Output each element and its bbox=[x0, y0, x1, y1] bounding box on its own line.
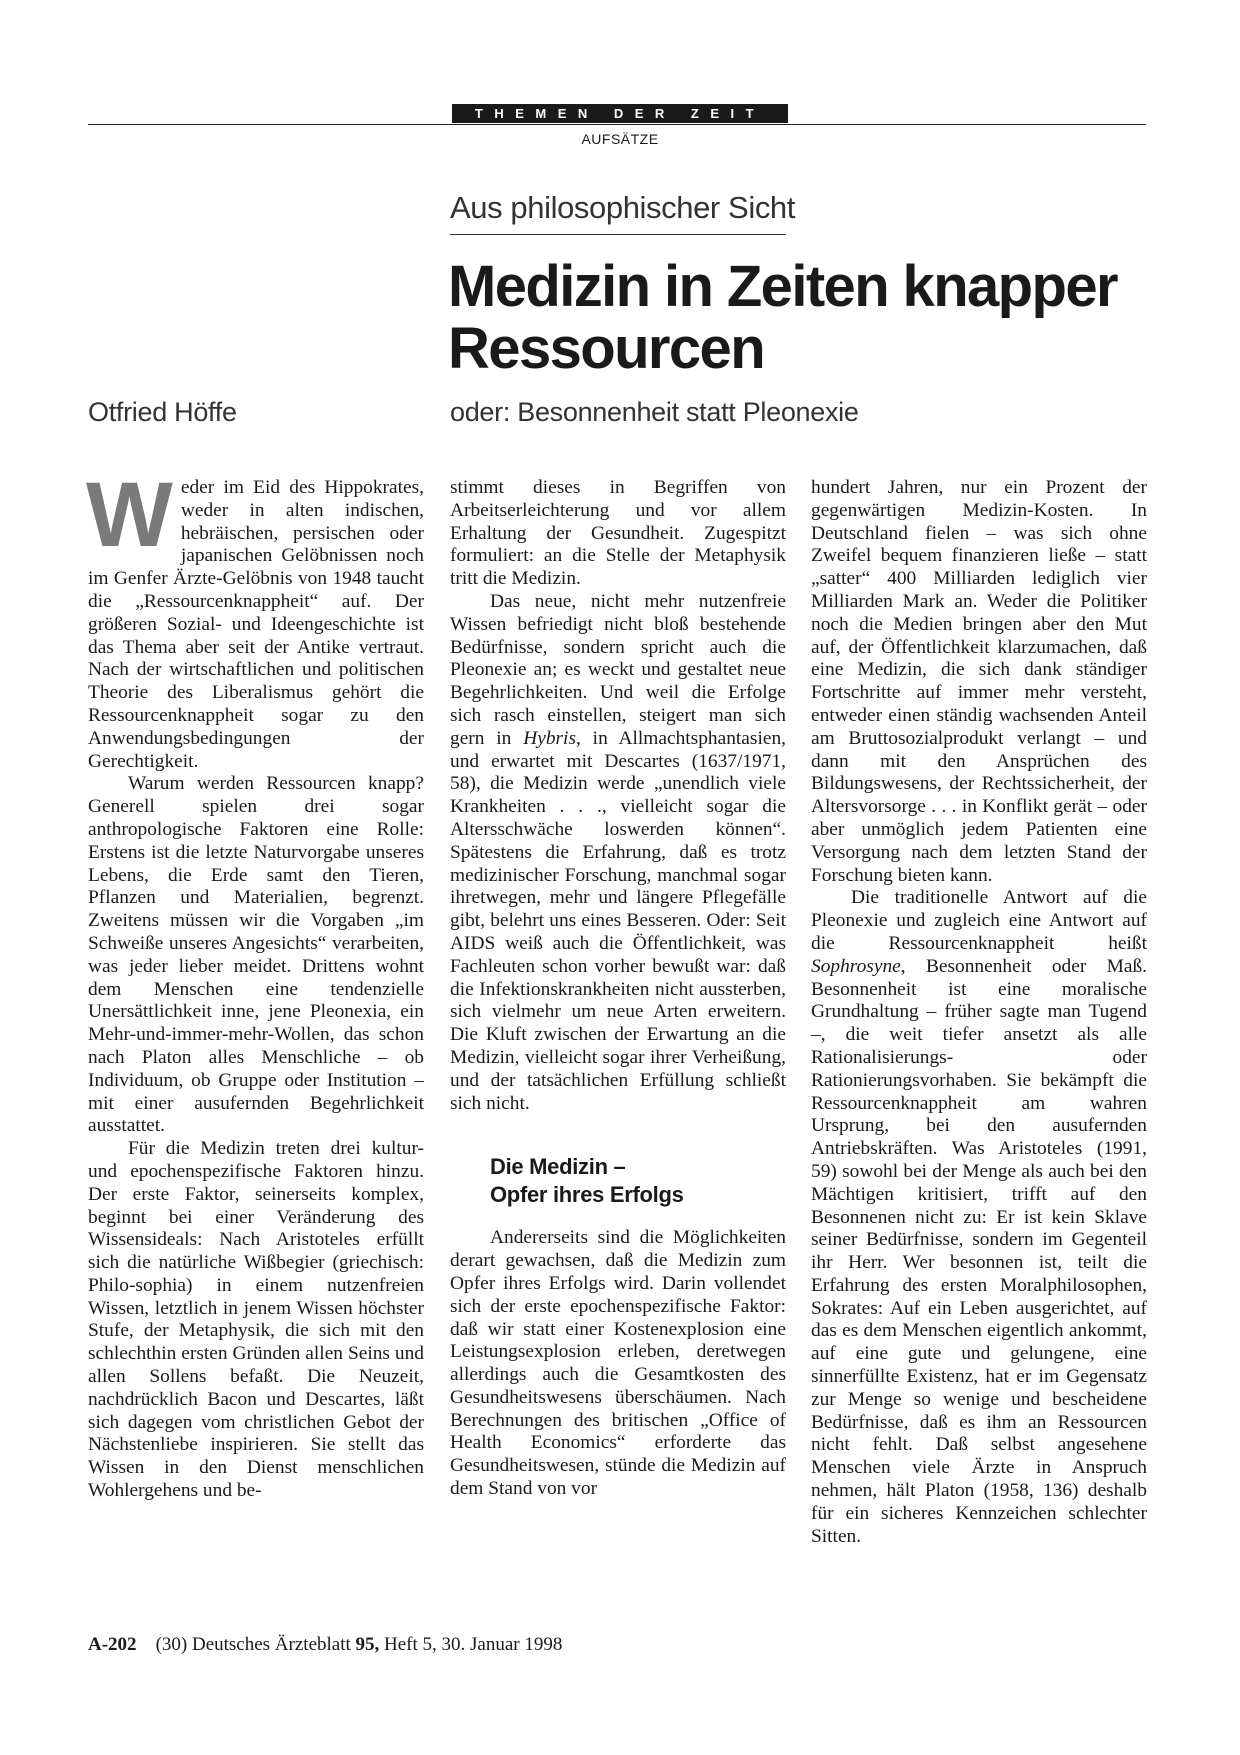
article-kicker: Aus philosophischer Sicht bbox=[450, 190, 795, 225]
article-title-line1: Medizin in Zeiten knapper bbox=[448, 254, 1117, 319]
paragraph-text: , in Allmachtsphantasien, und erwartet mit Descartes (1637/1971, 58), die Medizin werde „unendlich viele Krankheiten . . ., vielleicht sogar die Altersschwäche loswerden können“. Spätestens die Erfahrung, daß es trotz medizinischer Forschung, manchmal sogar ihretwegen, mehr und längere Pflegefälle gibt, belehrt uns eines Besseren. Oder: Seit AIDS weiß auch die Öffentlichkeit, was Fachleuten schon vorher bewußt war: daß die Infektionskrankheiten nicht aussterben, sich vielmehr um neue Arten erweitern. Die Kluft zwischen der Erwartung an die Medizin, vielleicht sogar ihrer Verheißung, und der tatsächlichen Erfüllung schließt sich nicht. bbox=[450, 727, 786, 1114]
header-rule bbox=[88, 124, 1146, 125]
paragraph: stimmt dieses in Begriffen von Arbeitserleichterung und vor allem Erhaltung der Gesundheit. Zugespitzt formuliert: an die Stelle der Metaphysik tritt die Medizin. bbox=[450, 477, 786, 590]
paragraph bbox=[450, 591, 786, 1115]
page-number: A-202 bbox=[88, 1634, 137, 1655]
paragraph bbox=[811, 887, 1147, 1548]
page-footer bbox=[88, 1634, 562, 1656]
section-heading-line2: Opfer ihres Erfolgs bbox=[490, 1182, 684, 1208]
journal-name: (30) Deutsches Ärzteblatt bbox=[155, 1634, 351, 1655]
emphasis: Sophrosyne bbox=[811, 955, 901, 977]
body-column-2 bbox=[450, 477, 786, 1501]
section-banner: THEMEN DER ZEIT bbox=[452, 104, 788, 123]
paragraph bbox=[86, 464, 424, 773]
paragraph: hundert Jahren, nur ein Prozent der gegenwärtigen Medizin-Kosten. In Deutschland fielen – was sich ohne Zweifel bequem finanzieren ließe – statt „satter“ 400 Milliarden lediglich vier Milliarden Mark an. Weder die Politiker noch die Medien bringen aber den Mut auf, der Öffentlichkeit klarzumachen, daß eine Medizin, die sich dank ständiger Fortschritte auf immer mehr versteht, entweder einen ständig wachsenden Anteil am Bruttosozialprodukt verlangt – und dann mit den Ansprüchen des Bildungswesens, der Rechtssicherheit, der Altersvorsorge . . . in Konflikt gerät – oder aber unmöglich jedem Patienten eine Versorgung nach dem letzten Stand der Forschung bieten kann. bbox=[811, 477, 1147, 886]
article-author: Otfried Höffe bbox=[88, 397, 237, 427]
paragraph: Warum werden Ressourcen knapp? Generell spielen drei sogar anthropologische Faktoren eine Rolle: Erstens ist die letzte Naturvorgabe unseres Lebens, die Erde samt den Tieren, Pflanzen und Materialien, begrenzt. Zweitens müssen wir die Vorgaben „im Schweiße unseres Angesichts“ verarbeiten, was jeder lieber meidet. Drittens wohnt dem Menschen eine tendenzielle Unersättlichkeit inne, jene Pleonexia, ein Mehr-und-immer-mehr-Wollen, das schon nach Platon alles Menschliche – ob Individuum, ob Gruppe oder Institution – mit einer ausufernden Begehrlichkeit ausstattet. bbox=[88, 773, 424, 1137]
paragraph-text: Das neue, nicht mehr nutzenfreie Wissen befriedigt nicht bloß bestehende Bedürfnisse, sondern spricht auch die Pleonexie an; es weckt und gestaltet neue Begehrlichkeiten. Und weil die Erfolge sich rasch einstellen, steigert man sich gern in bbox=[450, 590, 786, 749]
section-heading-line1: Die Medizin – bbox=[490, 1154, 626, 1180]
emphasis: Hybris bbox=[523, 727, 576, 749]
paragraph-text: , Besonnenheit oder Maß. Besonnenheit ist eine moralische Grundhaltung – früher sagte man Tugend –, die weit tiefer ansetzt als alle Rationalisierungs- oder Rationierungsvorhaben. Sie bekämpft die Ressourcenknappheit am wahren Ursprung, bei den ausufernden Antriebskräften. Was Aristoteles (1991, 59) sowohl bei der Menge als auch bei den Mächtigen kritisiert, trifft auf den Besonnenen nicht zu: Er ist kein Sklave seiner Bedürfnisse, sondern im Gegenteil ihr Herr. Wer besonnen ist, teilt die Erfahrung des ersten Moralphilosophen, Sokrates: Auf ein Leben ausgerichtet, auf das es dem Menschen eigentlich ankommt, auf eine gute und gelungene, eine sinnerfüllte Existenz, hat er im Gegensatz zur Menge so wenige und bescheidene Bedürfnisse, daß es ihm an Ressourcen nicht fehlt. Daß selbst angesehene Menschen viele Ärzte in Anspruch nehmen, hält Platon (1958, 136) deshalb für ein sicheres Kennzeichen schlechter Sitten. bbox=[811, 955, 1147, 1547]
section-heading bbox=[490, 1153, 786, 1209]
body-column-1 bbox=[86, 464, 424, 1503]
body-column-3 bbox=[811, 477, 1147, 1548]
article-title-line2: Ressourcen bbox=[448, 316, 765, 381]
volume-number: 95, bbox=[355, 1634, 380, 1655]
paragraph: Für die Medizin treten drei kultur- und epochenspezifische Faktoren hinzu. Der erste Faktor, seinerseits komplex, beginnt bei einer Veränderung des Wissensideals: Nach Aristoteles erfüllt sich die natürliche Wißbegier (griechisch: Philo-sophia) in einem nutzenfreien Wissen, letztlich in jenem Wissen höchster Stufe, der Metaphysik, die sich mit den schlechthin ersten Gründen allen Seins und allen Sollens befaßt. Die Neuzeit, nachdrücklich Bacon und Descartes, läßt sich dagegen vom christlichen Gebot der Nächstenliebe inspirieren. Sie stellt das Wissen in den Dienst menschlichen Wohlergehens und be- bbox=[88, 1138, 424, 1502]
article-title bbox=[448, 256, 1148, 380]
issue-date: Heft 5, 30. Januar 1998 bbox=[384, 1634, 563, 1655]
paragraph-text: eder im Eid des Hippokrates, weder in alten indischen, hebräischen, persischen oder japanischen Gelöbnissen noch im Genfer Ärzte-Gelöbnis von 1948 taucht die „Ressourcenknappheit“ auf. Der größeren Sozial- und Ideengeschichte ist das Thema aber seit der Antike vertraut. Nach der wirtschaftlichen und politischen Theorie des Liberalismus gehört die Ressourcenknappheit sogar zu den Anwendungsbedingungen der Gerechtigkeit. bbox=[88, 477, 424, 772]
kicker-rule bbox=[450, 234, 786, 235]
section-subtitle: AUFSÄTZE bbox=[581, 131, 659, 147]
paragraph-text: Die traditionelle Antwort auf die Pleonexie und zugleich eine Antwort auf die Ressourcenknappheit heißt bbox=[811, 887, 1147, 954]
article-subtitle: oder: Besonnenheit statt Pleonexie bbox=[450, 397, 859, 427]
drop-cap: W bbox=[86, 464, 173, 566]
paragraph: Andererseits sind die Möglichkeiten derart gewachsen, daß die Medizin zum Opfer ihres Erfolgs wird. Darin vollendet sich der erste epochenspezifische Faktor: daß wir statt einer Kostenexplosion eine Leistungsexplosion erleben, deretwegen allerdings auch die Gesamtkosten des Gesundheitswesens überschäumen. Nach Berechnungen des britischen „Office of Health Economics“ erforderte das Gesundheitswesen, stünde die Medizin auf dem Stand von vor bbox=[450, 1227, 786, 1500]
